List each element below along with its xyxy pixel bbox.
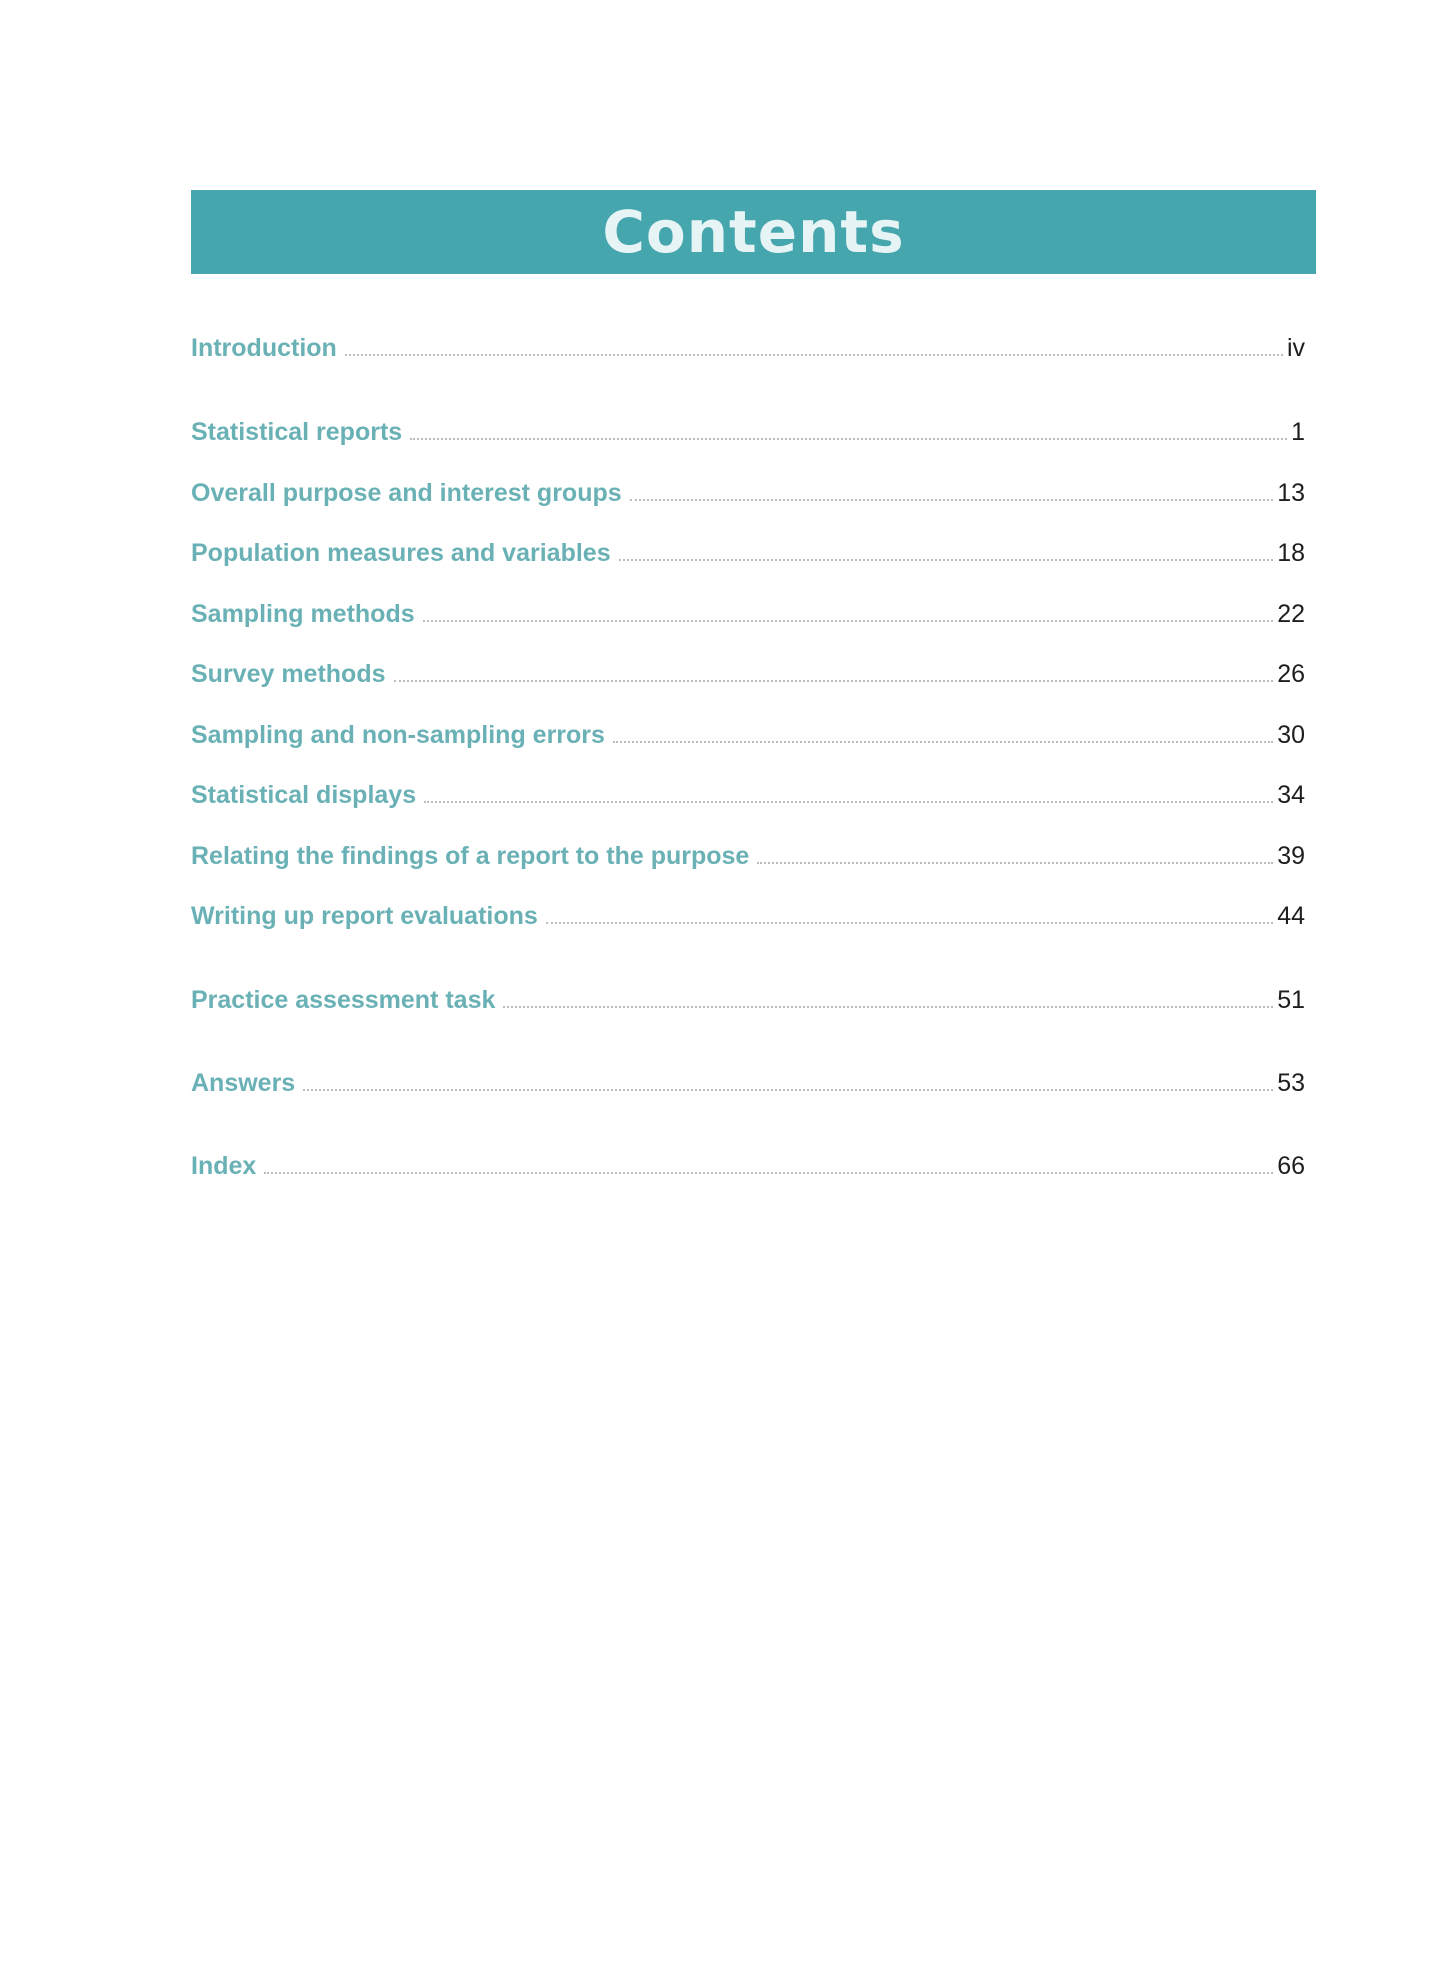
dot-leader — [424, 801, 1273, 803]
dot-leader — [410, 438, 1287, 440]
dot-leader — [345, 354, 1283, 356]
toc-entry-introduction[interactable] — [191, 327, 1305, 361]
toc-entry-label: Index — [191, 1152, 257, 1180]
toc-entry-label: Overall purpose and interest groups — [191, 479, 622, 507]
toc-entry-label: Sampling and non-sampling errors — [191, 721, 605, 749]
toc-entry-answers[interactable] — [191, 1062, 1305, 1096]
dot-leader — [757, 862, 1273, 864]
toc-entry-survey-methods[interactable] — [191, 653, 1305, 687]
toc-entry-page: 53 — [1277, 1069, 1305, 1097]
toc-entry-label: Population measures and variables — [191, 539, 611, 567]
toc-entry-page: 13 — [1277, 479, 1305, 507]
toc-entry-page: 44 — [1277, 902, 1305, 930]
dot-leader — [264, 1172, 1273, 1174]
toc-entry-label: Answers — [191, 1069, 296, 1097]
toc-entry-label: Survey methods — [191, 660, 386, 688]
toc-entry-page: 30 — [1277, 721, 1305, 749]
toc-entry-page: 1 — [1291, 418, 1305, 446]
dot-leader — [303, 1089, 1273, 1091]
dot-leader — [394, 680, 1274, 682]
toc-entry-overall-purpose[interactable] — [191, 472, 1305, 506]
dot-leader — [630, 499, 1274, 501]
toc-entry-page: 22 — [1277, 600, 1305, 628]
toc-entry-statistical-displays[interactable] — [191, 774, 1305, 808]
toc-entry-page: 51 — [1277, 986, 1305, 1014]
toc-entry-statistical-reports[interactable] — [191, 411, 1305, 445]
toc-entry-label: Practice assessment task — [191, 986, 496, 1014]
dot-leader — [546, 922, 1273, 924]
dot-leader — [423, 620, 1274, 622]
toc-entry-label: Statistical reports — [191, 418, 403, 446]
page-title: Contents — [602, 198, 905, 266]
dot-leader — [619, 559, 1274, 561]
toc-entry-index[interactable] — [191, 1145, 1305, 1179]
contents-header-bar — [191, 190, 1316, 274]
toc-entry-writing-evaluations[interactable] — [191, 895, 1305, 929]
toc-entry-label: Relating the findings of a report to the purpose — [191, 842, 750, 870]
toc-entry-sampling-methods[interactable] — [191, 593, 1305, 627]
toc-entry-population-measures[interactable] — [191, 532, 1305, 566]
toc-entry-page: 39 — [1277, 842, 1305, 870]
toc-entry-page: 26 — [1277, 660, 1305, 688]
toc-entry-page: 18 — [1277, 539, 1305, 567]
dot-leader — [613, 741, 1273, 743]
toc-entry-label: Writing up report evaluations — [191, 902, 538, 930]
toc-entry-label: Statistical displays — [191, 781, 417, 809]
toc-entry-label: Introduction — [191, 334, 337, 362]
toc-entry-relating-findings[interactable] — [191, 835, 1305, 869]
toc-entry-label: Sampling methods — [191, 600, 415, 628]
toc-entry-page: 34 — [1277, 781, 1305, 809]
toc-entry-sampling-errors[interactable] — [191, 714, 1305, 748]
toc-entry-page: iv — [1286, 334, 1305, 362]
toc-entry-page: 66 — [1277, 1152, 1305, 1180]
dot-leader — [503, 1006, 1273, 1008]
toc-entry-practice-assessment[interactable] — [191, 979, 1305, 1013]
